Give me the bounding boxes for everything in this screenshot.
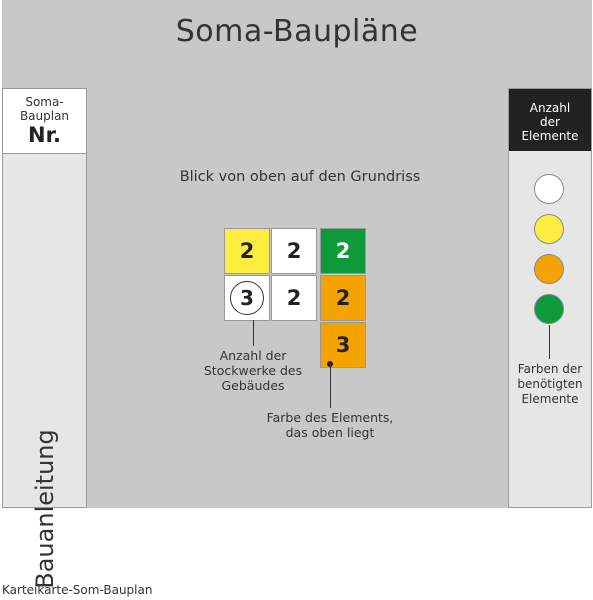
- annotation-left-line2: Stockwerke des: [203, 363, 303, 378]
- plan-label-line2: Bauplan: [19, 109, 70, 123]
- color-circle-green: [534, 294, 564, 324]
- header-line2: der: [540, 115, 560, 129]
- vertical-title: Bauanleitung: [31, 429, 59, 589]
- right-panel: [508, 88, 592, 508]
- grid-cell: 2: [224, 228, 270, 274]
- annotation-left-line1: Anzahl der: [219, 348, 287, 363]
- annotation-right: [250, 410, 410, 440]
- diagram-subtitle: Blick von oben auf den Grundriss: [179, 169, 421, 185]
- left-panel: [2, 88, 87, 589]
- connector-line: [549, 325, 550, 359]
- annotation-right-line2: das oben liegt: [285, 425, 375, 440]
- grid-cell: 2: [320, 275, 366, 321]
- caption-line2: benötigten: [517, 377, 583, 391]
- color-circle-yellow: [534, 214, 564, 244]
- grid-cell: 2: [271, 228, 317, 274]
- element-count-header: [509, 89, 591, 151]
- annotation-left: [190, 348, 316, 393]
- plan-number-box: [3, 89, 86, 154]
- page-title: Soma-Baupläne: [175, 14, 419, 49]
- annotation-line-left: [253, 320, 254, 346]
- grid-cell: 2: [271, 275, 317, 321]
- plan-label-line1: Soma-: [25, 95, 64, 109]
- color-circle-orange: [534, 254, 564, 284]
- caption-line1: Farben der: [517, 362, 583, 376]
- header-line1: Anzahl: [529, 101, 571, 115]
- color-circle-white: [534, 174, 564, 204]
- grid-cell: [224, 275, 270, 321]
- header-line3: Elemente: [521, 129, 579, 143]
- grid-cell: 3: [320, 322, 366, 368]
- annotation-left-line3: Gebäudes: [221, 378, 285, 393]
- caption-line3: Elemente: [521, 392, 579, 406]
- storey-count-ring: 3: [230, 281, 264, 315]
- annotation-line-right: [330, 364, 331, 408]
- grid-cell: 2: [320, 228, 366, 274]
- annotation-right-line1: Farbe des Elements,: [266, 410, 394, 425]
- footer-caption: Karteikarte-Som-Bauplan: [2, 583, 153, 597]
- plan-number-label: Nr.: [28, 123, 61, 147]
